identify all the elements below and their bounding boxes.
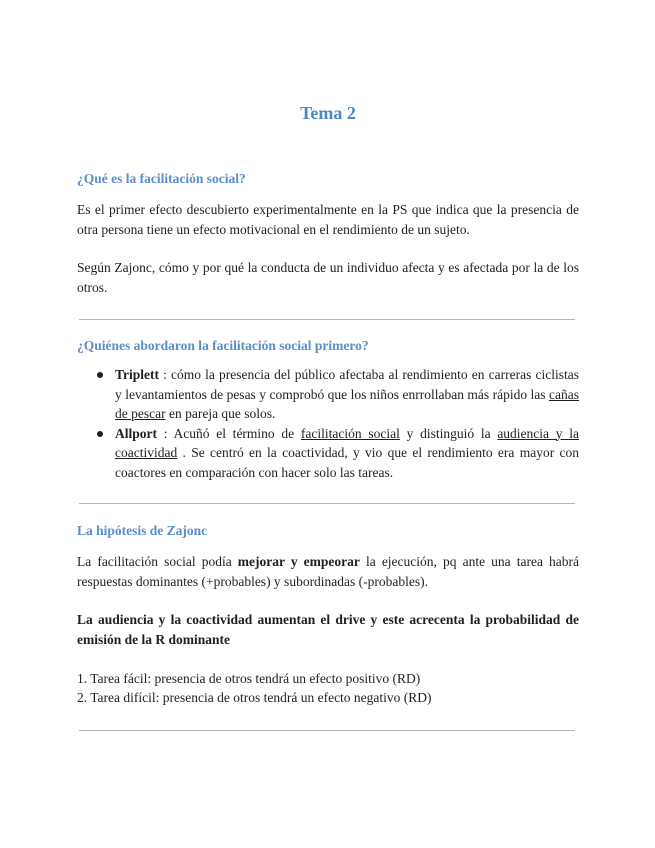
- item-text: : Acuñó el término de: [157, 425, 301, 441]
- list-item-allport: [77, 424, 579, 483]
- paragraph-drive: La audiencia y la coactividad aumentan el drive y este acrecenta la probabilidad de emisión de la R dominante: [77, 612, 579, 647]
- paragraph-definition: Es el primer efecto descubierto experimentalmente en la PS que indica que la presencia de otra persona tiene un efecto motivacional en el rendimiento de un sujeto.: [77, 202, 579, 237]
- item-text: en pareja que solos.: [165, 406, 276, 421]
- horizontal-rule: [79, 503, 575, 504]
- author-name: Allport: [115, 425, 157, 441]
- item-text: . Se centró en la coactividad, y vio que el rendimiento era mayor con coactores en comparación con hacer solo las tareas.: [115, 445, 579, 480]
- page-title: Tema 2: [300, 103, 356, 123]
- underlined-term: facilitación social: [300, 425, 400, 441]
- list-line-facil: 1. Tarea fácil: presencia de otros tendrá un efecto positivo (RD): [77, 671, 421, 686]
- item-text: y distinguió la: [399, 425, 498, 441]
- bullet-icon: [97, 431, 103, 437]
- paragraph-text: la ejecución, pq ante una tarea habrá respuestas dominantes (+probables) y subordinadas (-probables).: [77, 554, 580, 589]
- underlined-term: cañas de pescar: [115, 386, 579, 421]
- section-heading-facilitacion: ¿Qué es la facilitación social?: [77, 171, 246, 186]
- list-line-dificil: 2. Tarea difícil: presencia de otros tendrá un efecto negativo (RD): [77, 690, 432, 705]
- section-heading-hipotesis: La hipótesis de Zajonc: [77, 523, 208, 538]
- paragraph-text: La facilitación social podía: [77, 554, 238, 569]
- horizontal-rule: [79, 319, 575, 320]
- item-text: : cómo la presencia del público afectaba al rendimiento en carreras ciclistas y levantamientos de pesas y comprobó que los niños enrrollaban más rápido las: [115, 367, 579, 402]
- paragraph-hipotesis: [77, 552, 579, 591]
- author-name: Triplett: [115, 367, 159, 382]
- bold-text: mejorar y empeorar: [237, 554, 360, 569]
- list-item-triplett: [77, 365, 579, 424]
- section-heading-quienes: ¿Quiénes abordaron la facilitación social primero?: [77, 338, 369, 353]
- bullet-icon: [97, 372, 103, 378]
- underlined-term: audiencia y la coactividad: [115, 425, 579, 460]
- paragraph-zajonc: Según Zajonc, cómo y por qué la conducta de un individuo afecta y es afectada por la de los otros.: [77, 260, 579, 295]
- horizontal-rule: [79, 730, 575, 731]
- authors-list: [77, 365, 579, 482]
